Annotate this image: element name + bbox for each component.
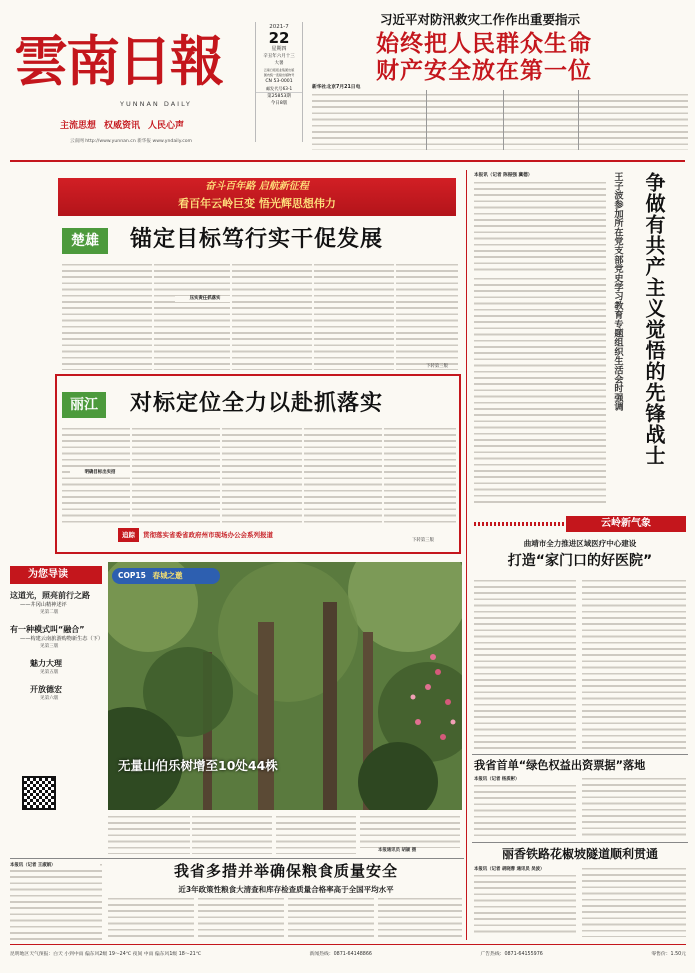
web-url[interactable]: http://www.yunnan.cn — [85, 139, 136, 144]
cop15-photo-headline[interactable]: 无量山伯乐树增至10处44株 — [118, 758, 278, 773]
food-headline[interactable]: 我省多措并举确保粮食质量安全 — [173, 862, 398, 880]
recommend-list — [10, 590, 102, 790]
party-banner — [58, 178, 456, 216]
new-weather-band — [566, 516, 686, 532]
lijiang-body-5 — [384, 426, 456, 526]
cop15-caption: 本报通讯员 胡颖 摄 — [378, 848, 417, 853]
cop15-caption-body-4 — [360, 814, 460, 848]
chuxiong-jump[interactable]: 下转第三版 — [426, 364, 448, 369]
lijiang-body-3 — [222, 426, 302, 526]
food-body-4 — [378, 896, 462, 940]
recommend-item-page: 见第五版 — [40, 670, 59, 675]
story-green-equity-reporter: 本报讯（记者 杨质彬） — [474, 777, 520, 782]
food-body-1 — [108, 896, 194, 940]
chuxiong-tag: 楚雄 — [62, 228, 108, 254]
postal-code: 邮发代号63-1 — [265, 86, 293, 91]
recommend-item[interactable] — [10, 590, 102, 616]
story-tunnel-reporter: 本报讯（记者 胡晓蓉 通讯员 吴波） — [474, 867, 545, 872]
footer-bar — [10, 948, 686, 962]
food-subheadline[interactable]: 近3年政策性粮食大清查和库存检查质量合格率高于全国平均水平 — [178, 885, 394, 894]
footer-ad: 广告热线：0871-64155976 — [480, 952, 543, 957]
recommend-item-page: 见第六版 — [40, 696, 59, 701]
lijiang-footer-bar — [118, 528, 348, 542]
chuxiong-headline[interactable]: 锚定目标笃行实干促发展 — [130, 227, 384, 252]
new-weather-body-2 — [582, 578, 686, 750]
lijiang-tag: 丽江 — [62, 392, 106, 418]
recommend-item-sub: ——井冈山精神述评 — [20, 602, 67, 608]
new-weather-headline[interactable]: 打造“家门口的好医院” — [507, 553, 653, 569]
lijiang-headline[interactable]: 对标定位全力以赴抓落实 — [130, 391, 384, 416]
lijiang-body-2 — [132, 426, 220, 526]
commentary-reporter: 本报讯（记者 陈振强 冀德） — [474, 173, 533, 178]
banner-theme: 奋斗百年路 启航新征程 — [205, 181, 309, 192]
recommend-item-title: 有一种模式叫“融合” — [10, 625, 85, 634]
logo: 雲南日報 — [14, 29, 222, 93]
weekday: 星期四 — [271, 46, 287, 52]
chuxiong-body-3 — [232, 262, 312, 370]
chuxiong-body-5 — [396, 262, 458, 370]
date-year-month: 2021-7 — [269, 24, 289, 30]
cn-code: CN 53-0001 — [265, 79, 293, 84]
qr-code[interactable] — [22, 776, 56, 810]
footer-hotline: 新闻热线：0871-64148866 — [309, 952, 372, 957]
commentary-body-1 — [474, 180, 606, 272]
recommend-header — [10, 566, 102, 584]
slogan-1: 主流思想 — [60, 121, 97, 131]
recommend-item[interactable] — [10, 658, 102, 676]
food-reporter: 本报讯（记者 王淑娟） — [10, 862, 100, 869]
date-day: 22 — [268, 29, 290, 47]
commentary-vertical-title[interactable]: 争做有共产主义觉悟的先锋战士 — [642, 172, 666, 466]
lead-body — [312, 92, 688, 150]
chuxiong-body-1 — [62, 262, 152, 370]
new-weather-body-1 — [474, 578, 576, 750]
chuxiong-body-4 — [314, 262, 394, 370]
new-weather-stripe — [474, 522, 566, 526]
lunar-date: 辛丑年六月十三 — [263, 54, 295, 59]
food-body-3 — [288, 896, 374, 940]
food-body-2 — [198, 896, 284, 940]
cop15-caption-body-2 — [192, 814, 272, 854]
recommend-item[interactable] — [10, 624, 102, 650]
cop15-caption-body-3 — [276, 814, 356, 854]
recommend-label: 为您导读 — [28, 569, 68, 580]
footer-price: 零售价：1.50元 — [651, 952, 686, 957]
slogan-bar — [60, 118, 240, 132]
lijiang-body-4 — [304, 426, 382, 526]
lijiang-jump[interactable]: 下转第三版 — [412, 538, 434, 543]
lead-kicker[interactable]: 习近平对防汛救灾工作作出重要指示 — [380, 12, 581, 27]
lijiang-body-1 — [62, 426, 130, 526]
masthead — [0, 0, 695, 168]
story-green-equity-body-2 — [582, 776, 686, 839]
cop15-badge — [112, 568, 220, 584]
recommend-item-page: 见第二版 — [40, 610, 59, 615]
recommend-item-page: 见第三版 — [40, 644, 59, 649]
recommend-item-sub: ——构建云南旅游购物新生态（下） — [20, 636, 104, 642]
recommend-item-title: 这道光，照亮前行之路 — [10, 591, 90, 600]
cop15-photo — [108, 562, 462, 810]
publisher: 云南日报报业集团出版 — [263, 68, 295, 72]
story-tunnel-body-2 — [582, 866, 686, 937]
page-count: 今日8版 — [270, 101, 288, 106]
recommend-item-title: 魅力大理 — [30, 659, 62, 668]
lead-dateline: 新华社北京7月21日电 — [312, 85, 361, 90]
chuxiong-body-2 — [154, 262, 230, 370]
story-green-equity-body-1 — [474, 783, 576, 839]
footer-weather: 昆明地区天气预报：白天 小到中雨 偏东风2级 19～24℃ 夜间 中雨 偏东风1级 18～21℃ — [10, 952, 202, 957]
cop15-caption-body-1 — [108, 814, 190, 854]
solar-term: 大暑 — [274, 61, 284, 66]
lijiang-footer-tag: 追踪 — [118, 528, 139, 542]
recommend-item-title: 开放德宏 — [30, 685, 62, 694]
banner-subtitle: 看百年云岭巨变 悟光辉思想伟力 — [178, 197, 336, 210]
issue-number: 第25853期 — [256, 92, 302, 100]
slogan-3: 人民心声 — [148, 121, 185, 131]
slogan-2: 权威资讯 — [104, 121, 141, 131]
app-label: 新华报 — [137, 139, 151, 144]
lead-headline-1[interactable]: 始终把人民群众生命 — [376, 31, 592, 57]
lijiang-footer-text[interactable]: 贯彻落实省委省政府州市现场办公会系列报道 — [143, 531, 273, 539]
cop15-badge-text: COP15 — [118, 571, 146, 580]
publisher-2: 国内统一连续出版物号 — [263, 73, 295, 77]
masthead-rule — [10, 160, 685, 162]
web-label: 云南网 — [70, 139, 84, 144]
logo-pinyin: YUNNAN DAILY — [120, 100, 192, 108]
recommend-item[interactable] — [10, 684, 102, 702]
story-green-equity-headline[interactable]: 我省首单“绿色权益出资票据”落地 — [474, 759, 646, 772]
commentary-body-2 — [474, 276, 606, 506]
story-tunnel-headline[interactable]: 丽香铁路花椒坡隧道顺利贯通 — [501, 847, 658, 861]
lead-headline-2[interactable]: 财产安全放在第一位 — [376, 58, 592, 84]
cop15-badge-label: 春城之邀 — [152, 571, 183, 580]
column-divider — [466, 170, 467, 940]
chuxiong-subhead: 压实责任抓落实 — [175, 296, 235, 302]
new-weather-kicker[interactable]: 曲靖市全力推进区域医疗中心建设 — [523, 539, 637, 548]
commentary-vertical-kicker[interactable]: 王子波参加所在党支部党史学习教育专题组织生活会时强调 — [612, 172, 623, 412]
date-block — [255, 22, 303, 142]
lijiang-subhead: 明确目标出实招 — [70, 470, 130, 476]
app-url[interactable]: www.yndaily.com — [152, 139, 193, 144]
new-weather-label: 云岭新气象 — [601, 518, 651, 529]
food-body-left — [10, 862, 102, 940]
story-tunnel-body-1 — [474, 873, 576, 937]
web-links — [70, 138, 250, 145]
